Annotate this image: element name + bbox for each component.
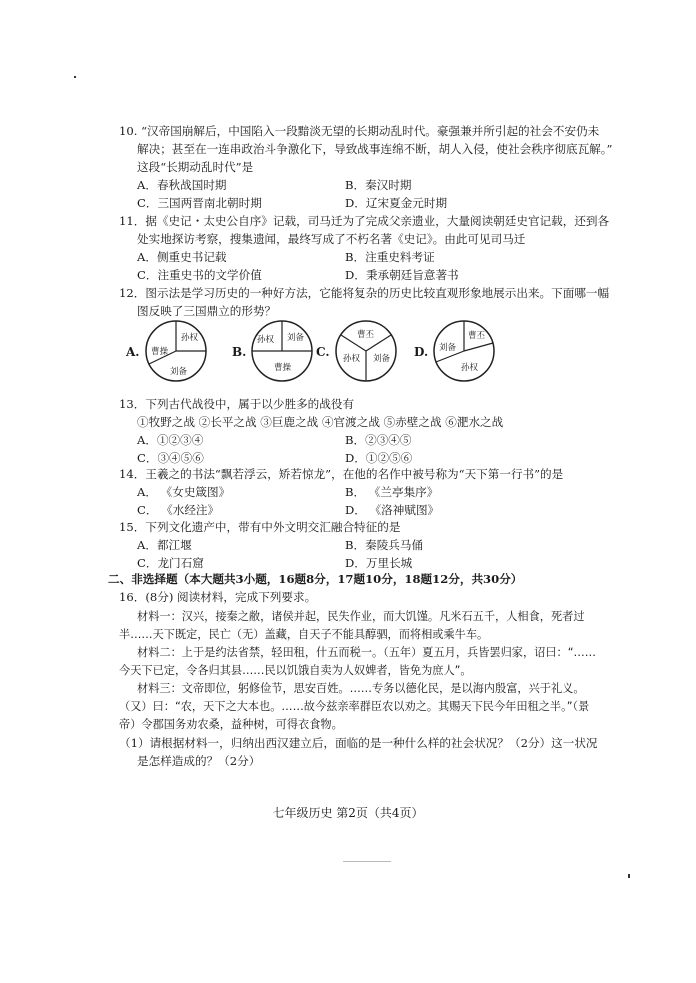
q11-stem-line1: 11．据《史记・太史公自序》记载，司马迁为了完成父亲遗业，大量阅读朝廷史官记载，还到各 <box>119 214 610 228</box>
q11-option-d: D．秉承朝廷旨意著书 <box>345 268 459 282</box>
pie-c-letter: C. <box>316 345 330 359</box>
q15-option-b: B．秦陵兵马俑 <box>345 538 424 552</box>
q16-sub1-line2: 是怎样造成的？（2分） <box>137 754 261 768</box>
q12-stem-line2: 图反映了三国鼎立的形势？ <box>137 304 277 318</box>
q15-stem: 15．下列文化遗产中，带有中外文明交汇融合特征的是 <box>119 520 401 534</box>
q13-items: ①牧野之战 ②长平之战 ③巨鹿之战 ④官渡之战 ⑤赤壁之战 ⑥淝水之战 <box>137 415 504 429</box>
pie-d-letter: D. <box>414 345 429 359</box>
q13-option-a: A．①②③④ <box>137 433 204 447</box>
q10-option-d: D．辽宋夏金元时期 <box>345 196 448 210</box>
pie-d-segment-3: 孙权 <box>461 363 479 373</box>
q10-option-b: B．秦汉时期 <box>345 178 412 192</box>
q16-sub1-line1: （1）请根据材料一，归纳出西汉建立后，面临的是一种什么样的社会状况？（2分）这一状况 <box>119 736 598 750</box>
q10-stem-line1: 10. “汉帝国崩解后，中国陷入一段黯淡无望的长期动乱时代。豪强兼并所引起的社会不安仍未 <box>119 124 600 138</box>
material-3-line1: 材料三：文帝即位，躬修俭节，思安百姓。……专务以德化民，是以海内殷富，兴于礼义。 <box>137 682 585 695</box>
q11-option-a: A．侧重史书记载 <box>137 250 227 264</box>
pie-a-diagram <box>143 318 209 384</box>
pie-c-segment-3: 刘备 <box>373 354 391 364</box>
material-3-line2: （又）曰：“农，天下之大本也。……故今兹亲率群臣农以劝之。其赐天下民今年田租之半。”（景 <box>119 700 590 713</box>
pie-b-segment-2: 孙权 <box>257 335 275 345</box>
q14-option-a: A． 《女史箴图》 <box>137 485 231 499</box>
q13-option-b: B．②③④⑤ <box>345 433 412 447</box>
q13-option-d: D．①②⑤⑥ <box>345 451 413 465</box>
page-footer: 七年级历史 第2页（共4页） <box>272 806 424 820</box>
q15-option-a: A．都江堰 <box>137 538 192 552</box>
q10-option-c: C．三国两晋南北朝时期 <box>137 196 262 210</box>
q13-option-c: C．③④⑤⑥ <box>137 451 204 465</box>
material-2-line2: 今天下已定，令各归其县……民以饥饿自卖为人奴婢者，皆免为庶人”。 <box>119 664 472 677</box>
q14-option-c: C． 《水经注》 <box>137 503 220 517</box>
material-1-line2: 半……天下既定，民亡（无）盖藏，自天子不能具醇驷，而将相或乘牛车。 <box>119 628 489 641</box>
q10-stem-line2: 解决；甚至在一连串政治斗争激化下，导致战事连绵不断，胡人入侵，使社会秩序彻底瓦解。” <box>137 142 613 156</box>
q16-stem: 16．(8分) 阅读材料，完成下列要求。 <box>119 590 317 604</box>
scan-dot <box>74 76 76 78</box>
material-3-line3: 帝）令郡国务劝农桑，益种树，可得衣食物。 <box>119 718 343 731</box>
pie-a-segment-2: 曹操 <box>151 347 169 357</box>
material-2-line1: 材料二：上于是约法省禁，轻田租，什五而税一。（五年）夏五月，兵皆罢归家，诏曰：“…… <box>137 646 596 659</box>
pie-b-diagram <box>249 318 315 384</box>
q13-stem: 13．下列古代战役中，属于以少胜多的战役有 <box>119 397 355 411</box>
q10-option-a: A．春秋战国时期 <box>137 178 227 192</box>
pie-d-segment-1: 曹丕 <box>468 331 486 341</box>
pie-a-letter: A. <box>126 345 140 359</box>
q14-stem: 14．王羲之的书法“飘若浮云，矫若惊龙”，在他的名作中被号称为“天下第一行书”的是 <box>119 467 564 481</box>
pie-a-segment-1: 孙权 <box>181 333 199 343</box>
pie-c-segment-2: 孙权 <box>343 354 361 364</box>
pie-c-diagram <box>333 318 399 384</box>
scan-dot <box>628 874 630 878</box>
q15-option-d: D．万里长城 <box>345 556 413 570</box>
pie-d-diagram <box>431 318 497 384</box>
scan-line <box>343 861 391 862</box>
pie-a-segment-3: 刘备 <box>170 367 188 377</box>
pie-b-segment-1: 刘备 <box>287 333 305 343</box>
material-1-line1: 材料一：汉兴，接秦之敝，诸侯并起，民失作业，而大饥馑。凡米石五千，人相食，死者过 <box>137 610 585 623</box>
q14-option-d: D． 《洛神赋图》 <box>345 503 440 517</box>
q12-stem-line1: 12．图示法是学习历史的一种好方法，它能将复杂的历史比较直观形象地展示出来。下面哪一幅 <box>119 286 610 300</box>
q11-option-b: B．注重史料考证 <box>345 250 435 264</box>
pie-b-segment-3: 曹操 <box>274 363 292 373</box>
pie-c-segment-1: 曹丕 <box>357 330 375 340</box>
pie-b-letter: B. <box>232 345 247 359</box>
q14-option-b: B． 《兰亭集序》 <box>345 485 439 499</box>
q10-stem-line3: 这段“长期动乱时代”是 <box>137 160 254 174</box>
q11-option-c: C．注重史书的文学价值 <box>137 268 262 282</box>
q11-stem-line2: 处实地探访考察，搜集遗闻，最终写成了不朽名著《史记》。由此可见司马迁 <box>137 232 526 246</box>
q15-option-c: C．龙门石窟 <box>137 556 204 570</box>
section-2-title: 二、非选择题（本大题共3小题，16题8分，17题10分，18题12分，共30分） <box>108 572 523 586</box>
pie-d-segment-2: 刘备 <box>439 343 457 353</box>
